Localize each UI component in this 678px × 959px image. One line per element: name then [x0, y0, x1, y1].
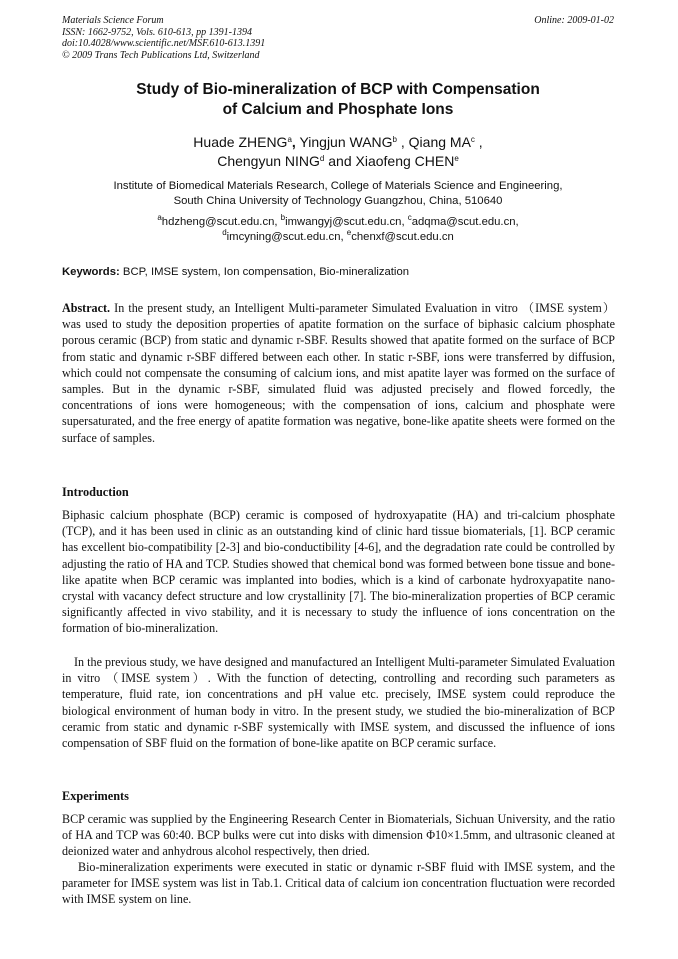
- authors-line-2: [62, 152, 614, 171]
- email-mark: d: [222, 227, 227, 237]
- author-name: Xiaofeng CHEN: [355, 153, 455, 169]
- abstract-text: In the present study, an Intelligent Multi-parameter Simulated Evaluation in vitro （IMSE system） was used to study the deposition properties of apatite formation on the surface of biphasic calcium phosphate porous ceramic (BCP) from static and dynamic r-SBF. Results showed that apatite formed on the surface of BCP from static and dynamic r-SBF differed between each other. In static r-SBF, ions were transferred by diffusion, which could not compensate the consuming of calcium ions, and mist apatite layer was formed on the surface of samples. But in the dynamic r-SBF, simulated fluid was adjusted precisely and flowed forcedly, the concentrations of ions were homogeneous; with the compensation of ions, calcium and phosphate were supersaturated, and the free energy of apatite formation was negative, bone-like apatite sheets were formed on the surface of samples.: [62, 301, 615, 445]
- email-link[interactable]: imcyning@scut.edu.cn,: [226, 230, 344, 243]
- introduction-paragraph-1: Biphasic calcium phosphate (BCP) ceramic is composed of hydroxyapatite (HA) and tri-calcium phosphate (TCP), and it has been used in clinic as an outstanding kind of clinic hard tissue biomaterials, [1]. BCP ceramic has excellent bio-compatibility [2-3] and bio-conductibility [4-6], and the degradation rate could be controlled by adjusting the ratio of HA and TCP. Studies showed that chemical bond was formed between bone tissue and bone-like apatite when BCP ceramic was implanted into bodies, which is a kind of carbonate hydroxyapatite nano-crystal with vacancy defect structure and low crystallinity [7]. The bio-mineralization properties of BCP ceramic significantly affected in vivo stability, and it is necessary to study the influence of ions concentration on the formation of bio-mineralization.: [62, 508, 615, 636]
- issn-line: ISSN: 1662-9752, Vols. 610-613, pp 1391-1394: [62, 26, 252, 38]
- author-affil-mark: d: [319, 154, 325, 163]
- section-heading-introduction: Introduction: [62, 485, 129, 499]
- title-line-1: Study of Bio-mineralization of BCP with Compensation: [136, 81, 540, 98]
- author-affil-mark: c: [470, 135, 475, 144]
- section-heading-experiments: Experiments: [62, 789, 129, 803]
- email-mark: b: [280, 213, 286, 222]
- author-name: Qiang MA: [408, 134, 471, 150]
- affiliation: [62, 179, 614, 208]
- email-link[interactable]: chenxf@scut.edu.cn: [351, 230, 454, 243]
- email-link[interactable]: adqma@scut.edu.cn,: [411, 216, 519, 228]
- email-mark: a: [157, 213, 162, 222]
- introduction-paragraph-2: In the previous study, we have designed and manufactured an Intelligent Multi-parameter Simulated Evaluation in vitro （IMSE system）. With the function of detecting, controlling and recording such parameters as temperature, fluid rate, ion concentrations and pH value etc. precisely, IMSE system could reproduce the biological environment of human body in vitro. In the present study, we studied the bio-mineralization of BCP ceramic from static and dynamic r-SBF systemically with IMSE system, and discussed the influence of ions compensation of SBF fluid on the formation of bone-like apatite on BCP ceramic surface.: [62, 655, 615, 751]
- experiments-paragraph-1: BCP ceramic was supplied by the Engineering Research Center in Biomaterials, Sichuan University, and the ratio of HA and TCP was 60:40. BCP bulks were cut into disks with dimension Φ10×1.5mm, and ultrasonic cleaned at deionized water and anhydrous alcohol respectively, then dried.: [62, 812, 615, 859]
- author-list: [62, 133, 614, 171]
- emails-line-1: [62, 215, 614, 230]
- authors-line-1: Huade ZHENG$^a$, Yingjun WANG$^b$ , Qiang $MA^c$ ,: [193, 134, 483, 150]
- journal-name: Materials Science Forum: [62, 15, 164, 26]
- author-affil-mark: e: [454, 154, 459, 163]
- paper-title: [62, 80, 614, 120]
- author-affil-mark: b: [392, 135, 397, 144]
- abstract-label: Abstract.: [62, 301, 111, 315]
- affiliation-line-1: Institute of Biomedical Materials Research, College of Materials Science and Engineering,: [113, 180, 563, 192]
- doi-line: doi:10.4028/www.scientific.net/MSF.610-613.1391: [62, 38, 266, 49]
- author-name: Chengyun NING: [217, 153, 320, 169]
- email-mark: e: [346, 227, 352, 237]
- email-link[interactable]: imwangyj@scut.edu.cn,: [285, 216, 405, 228]
- running-header: [62, 15, 614, 61]
- title-line-2: of Calcium and Phosphate Ions: [222, 101, 454, 118]
- email-mark: c: [407, 213, 412, 222]
- keywords: [62, 265, 614, 279]
- author-affil-mark: a: [287, 135, 292, 144]
- keywords-label: Keywords:: [62, 266, 120, 278]
- keywords-text: BCP, IMSE system, Ion compensation, Bio-mineralization: [122, 266, 410, 278]
- online-date: Online: 2009-01-02: [534, 15, 614, 26]
- email-link[interactable]: hdzheng@scut.edu.cn,: [161, 216, 278, 228]
- emails-line-2: [62, 227, 614, 245]
- abstract-paragraph: [62, 300, 615, 446]
- email-list: [62, 215, 614, 244]
- affiliation-line-2: South China University of Technology Guangzhou, China, 510640: [173, 194, 503, 207]
- author-conjunction: and: [328, 153, 352, 169]
- experiments-paragraph-2: Bio-mineralization experiments were executed in static or dynamic r-SBF fluid with IMSE system, and the parameter for IMSE system was list in Tab.1. Critical data of calcium ion concentration fluctuation were recorded with IMSE system on line.: [62, 860, 615, 907]
- author-name: Huade ZHENG: [193, 134, 288, 150]
- copyright-line: © 2009 Trans Tech Publications Ltd, Switzerland: [62, 49, 260, 61]
- author-name: Yingjun WANG: [299, 134, 393, 150]
